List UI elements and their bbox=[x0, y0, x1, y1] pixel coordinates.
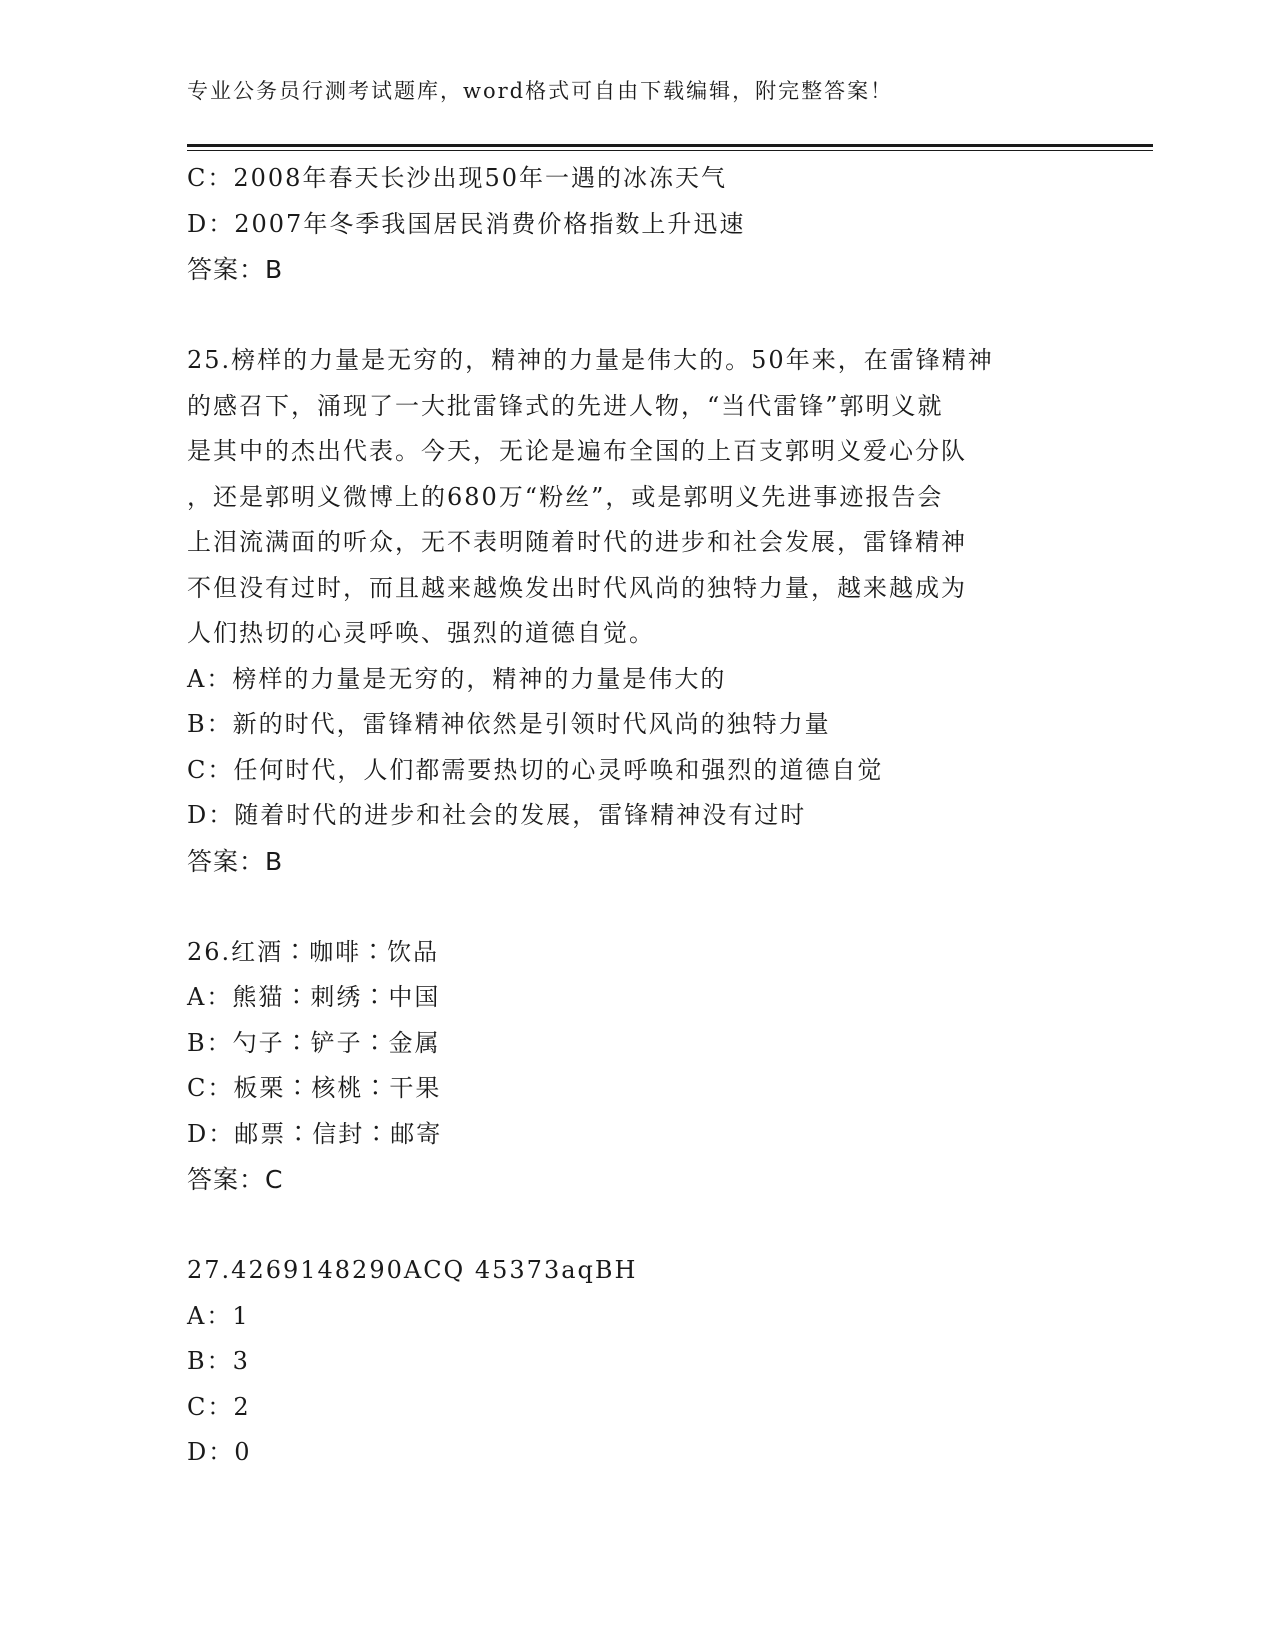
header-rule-thin bbox=[187, 150, 1153, 151]
q26-option-c: C：板栗∶核桃∶干果 bbox=[187, 1074, 442, 1102]
q25-stem-line: ，还是郭明义微博上的680万“粉丝”，或是郭明义先进事迹报告会 bbox=[187, 482, 944, 511]
q27-stem: 27.4269148290ACQ 45373aqBH bbox=[187, 1256, 638, 1284]
q25-option-c: C：任何时代，人们都需要热切的心灵呼唤和强烈的道德自觉 bbox=[187, 755, 884, 784]
q25-option-d: D：随着时代的进步和社会的发展，雷锋精神没有过时 bbox=[187, 801, 807, 829]
q27-option-c: C：2 bbox=[187, 1392, 251, 1421]
header-rule-thick bbox=[187, 144, 1153, 147]
q26-option-b: B：勺子∶铲子∶金属 bbox=[187, 1028, 441, 1057]
q25-stem-line: 的感召下，涌现了一大批雷锋式的先进人物，“当代雷锋”郭明义就 bbox=[187, 391, 944, 420]
q26-stem: 26.红酒∶咖啡∶饮品 bbox=[187, 937, 440, 966]
page-header: 专业公务员行测考试题库，word格式可自由下载编辑，附完整答案！ bbox=[187, 79, 894, 103]
question-26 bbox=[187, 930, 1117, 1203]
question-25 bbox=[187, 338, 1117, 884]
q26-option-d: D：邮票∶信封∶邮寄 bbox=[187, 1119, 443, 1148]
q27-option-d: D：0 bbox=[187, 1438, 252, 1466]
q26-option-a: A：熊猫∶刺绣∶中国 bbox=[187, 983, 441, 1011]
q27-option-a: A：1 bbox=[187, 1301, 250, 1330]
question-27 bbox=[187, 1248, 1117, 1476]
page-content bbox=[187, 156, 1117, 1476]
q25-option-a: A：榜样的力量是无穷的，精神的力量是伟大的 bbox=[187, 664, 727, 693]
q25-stem-line: 人们热切的心灵呼唤、强烈的道德自觉。 bbox=[187, 619, 655, 647]
q25-stem-line: 不但没有过时，而且越来越焕发出时代风尚的独特力量，越来越成为 bbox=[187, 573, 967, 602]
q24-option-d: D：2007年冬季我国居民消费价格指数上升迅速 bbox=[187, 209, 746, 238]
q25-stem-line: 25.榜样的力量是无穷的，精神的力量是伟大的。50年来，在雷锋精神 bbox=[187, 346, 994, 374]
q24-option-c: C：2008年春天长沙出现50年一遇的冰冻天气 bbox=[187, 164, 727, 192]
q25-answer: 答案：B bbox=[187, 846, 284, 876]
q26-answer: 答案：C bbox=[187, 1165, 284, 1194]
q24-answer: 答案：B bbox=[187, 255, 284, 284]
q25-option-b: B：新的时代，雷锋精神依然是引领时代风尚的独特力量 bbox=[187, 710, 831, 738]
q25-stem-line: 上泪流满面的听众，无不表明随着时代的进步和社会发展，雷锋精神 bbox=[187, 528, 967, 556]
question-24 bbox=[187, 156, 1117, 293]
q25-stem-line: 是其中的杰出代表。今天，无论是遍布全国的上百支郭明义爱心分队 bbox=[187, 437, 967, 465]
q27-option-b: B：3 bbox=[187, 1347, 250, 1375]
